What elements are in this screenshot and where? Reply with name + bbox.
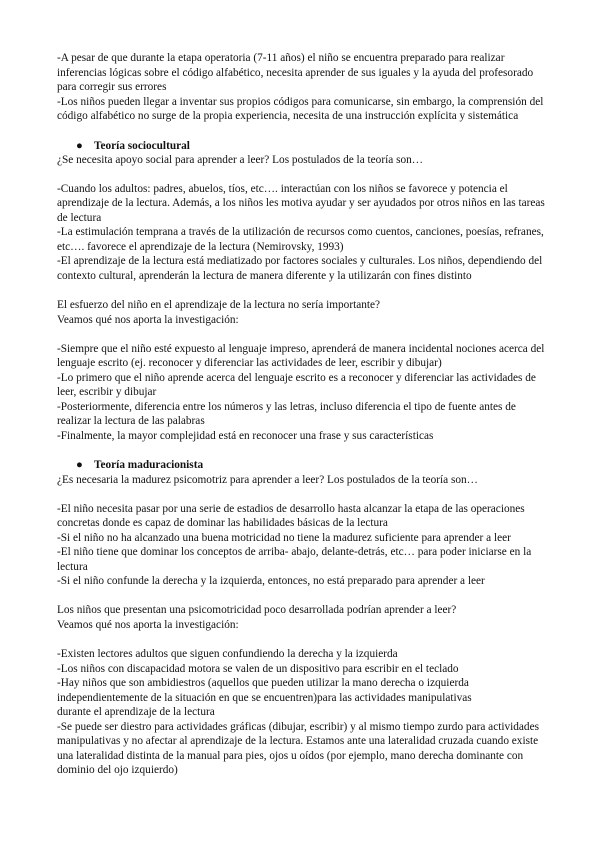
paragraph-line: Los niños que presentan una psicomotricidad poco desarrollada podrían aprender a leer? [57, 604, 457, 616]
paragraph-line: -El niño tiene que dominar los conceptos de arriba- abajo, delante-detrás, etc… para poder iniciarse en la [57, 546, 532, 558]
paragraph-line: -Posteriormente, diferencia entre los números y las letras, incluso diferencia el tipo de fuente antes de [57, 401, 516, 413]
paragraph-line: lectura [57, 561, 88, 573]
bullet-icon: ● [76, 140, 83, 152]
paragraph-line: una lateralidad distinta de la manual para pies, ojos u oídos (por ejemplo, mano derecha dominante con [57, 750, 524, 762]
section-heading-sociocultural: Teoría sociocultural [94, 140, 190, 152]
paragraph-line: Veamos qué nos aporta la investigación: [57, 314, 239, 326]
paragraph-line: -Si el niño no ha alcanzado una buena motricidad no tiene la madurez suficiente para aprender a leer [57, 532, 511, 544]
paragraph-line: contexto cultural, aprenderán la lectura de manera diferente y la utilizarán con fines distinto [57, 270, 472, 282]
paragraph-line: -Hay niños que son ambidiestros (aquellos que pueden utilizar la mano derecha o izquierda [57, 677, 469, 689]
paragraph-line: -Se puede ser diestro para actividades gráficas (dibujar, escribir) y al mismo tiempo zurdo para actividades [57, 721, 539, 733]
paragraph-line: -Lo primero que el niño aprende acerca del lenguaje escrito es a reconocer y diferenciar las actividades de [57, 372, 536, 384]
paragraph-line: para corregir sus errores [57, 81, 167, 93]
paragraph-line: -Existen lectores adultos que siguen confundiendo la derecha y la izquierda [57, 648, 398, 660]
paragraph-line: -Los niños pueden llegar a inventar sus propios códigos para comunicarse, sin embargo, la comprensión del [57, 96, 544, 108]
paragraph-line: manipulativas y no afectar al aprendizaje de la lectura. Estamos ante una lateralidad cruzada cuando existe [57, 735, 539, 747]
paragraph-line: dominio del ojo izquierdo) [57, 764, 178, 776]
section-question: ¿Es necesaria la madurez psicomotriz para aprender a leer? Los postulados de la teoría son… [57, 474, 478, 486]
paragraph-line: Veamos qué nos aporta la investigación: [57, 619, 239, 631]
paragraph-line: durante el aprendizaje de la lectura [57, 706, 215, 718]
paragraph-line: código alfabético no surge de la propia experiencia, necesita de una instrucción explícita y sistemática [57, 110, 519, 122]
paragraph-line: inferencias lógicas sobre el código alfabético, necesita aprender de sus iguales y la ayuda del profesorado [57, 67, 534, 79]
paragraph-line: concretas donde es capaz de dominar las habilidades básicas de la lectura [57, 517, 388, 529]
paragraph-line: El esfuerzo del niño en el aprendizaje de la lectura no sería importante? [57, 299, 381, 311]
paragraph-line: -El niño necesita pasar por una serie de estadios de desarrollo hasta alcanzar la etapa de las operaciones [57, 503, 525, 515]
paragraph-line: leer, escribir y dibujar [57, 386, 157, 398]
paragraph-line: independientemente de la situación en que se encuentren)para las actividades manipulativas [57, 692, 472, 704]
paragraph-line: lenguaje escrito (ej. reconocer y diferenciar las actividades de leer, escribir y dibujar) [57, 357, 442, 369]
paragraph-line: de lectura [57, 212, 102, 224]
paragraph-line: -Siempre que el niño esté expuesto al lenguaje impreso, aprenderá de manera incidental nociones acerca del [57, 343, 545, 355]
paragraph-line: -Finalmente, la mayor complejidad está en reconocer una frase y sus características [57, 430, 434, 442]
bullet-icon: ● [76, 459, 83, 471]
section-question: ¿Se necesita apoyo social para aprender a leer? Los postulados de la teoría son… [57, 154, 424, 166]
paragraph-line: -Cuando los adultos: padres, abuelos, tíos, etc…. interactúan con los niños se favorece y potencia el [57, 183, 508, 195]
paragraph-line: -Los niños con discapacidad motora se valen de un dispositivo para escribir en el teclado [57, 663, 459, 675]
paragraph-line: aprendizaje de la lectura. Además, a los niños les motiva ayudar y ser ayudados por otros niños en las tareas [57, 197, 545, 209]
section-heading-maduracionista: Teoría maduracionista [94, 459, 204, 471]
paragraph-line: -A pesar de que durante la etapa operatoria (7-11 años) el niño se encuentra preparado para realizar [57, 52, 505, 64]
paragraph-line: etc…. favorece el aprendizaje de la lectura (Nemirovsky, 1993) [57, 241, 344, 253]
paragraph-line: -La estimulación temprana a través de la utilización de recursos como cuentos, canciones, poesías, refranes, [57, 226, 544, 238]
paragraph-line: -El aprendizaje de la lectura está mediatizado por factores sociales y culturales. Los niños, dependiendo del [57, 255, 543, 267]
paragraph-line: -Si el niño confunde la derecha y la izquierda, entonces, no está preparado para aprender a leer [57, 575, 485, 587]
paragraph-line: realizar la lectura de las palabras [57, 415, 205, 427]
